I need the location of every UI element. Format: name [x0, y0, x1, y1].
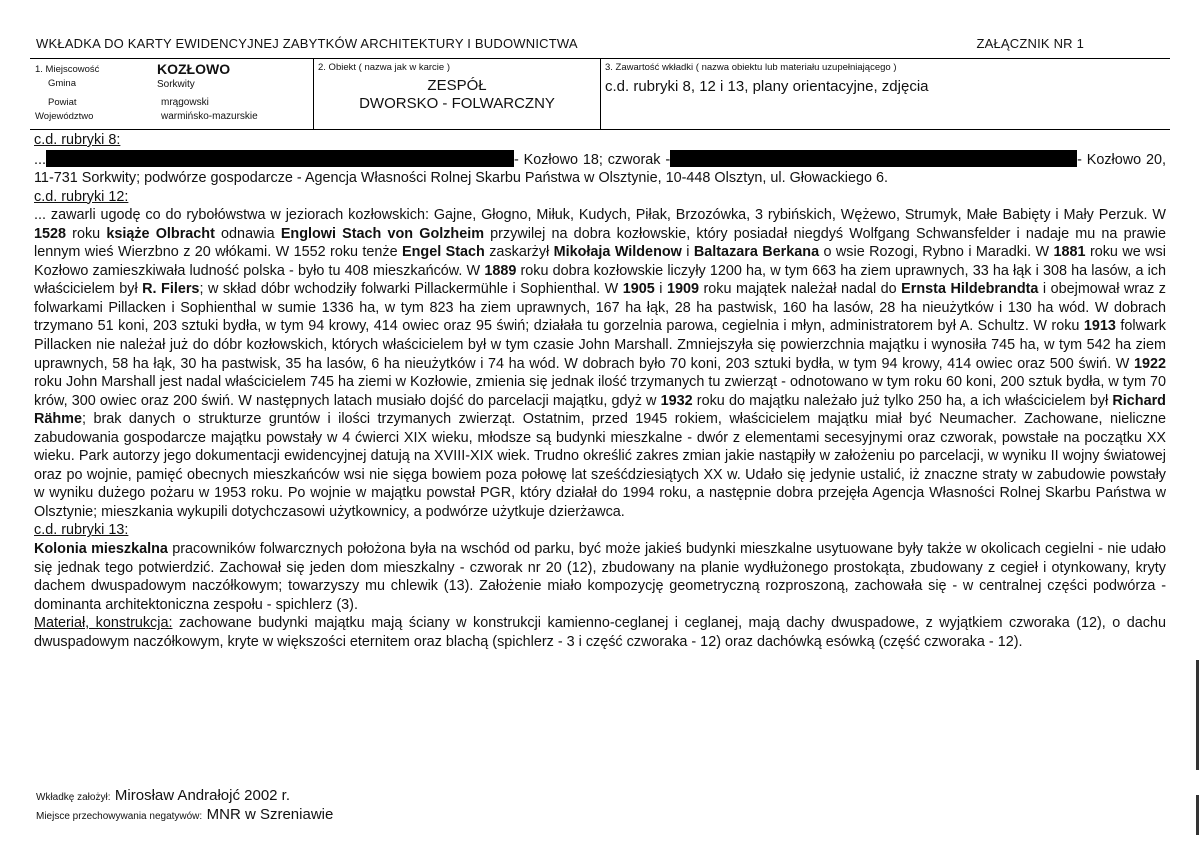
bold-run: Baltazara Berkana: [693, 244, 820, 261]
created-by-value: Mirosław Andrałojć 2002 r.: [114, 787, 291, 804]
bold-run: Ernsta Hildebrandta: [901, 281, 1039, 298]
section-8: [34, 131, 1166, 188]
text-run: roku we wsi Kozłowo zamieszkiwała ludność polska - było tu 408 mieszkańców. W: [34, 244, 1166, 279]
contents-value: c.d. rubryki 8, 12 i 13, plany orientacyjne, zdjęcia: [605, 78, 929, 95]
text-run: o wsie Rozogi, Rybno i Maradki. W: [819, 244, 1054, 261]
object-label: 2. Obiekt ( nazwa jak w karcie ): [318, 62, 450, 73]
text-run: roku dobra kozłowskie liczyły 1200 ha, w tym 663 ha ziem uprawnych, 33 ha łąk i 308 ha lasów, a ich właścicielem był: [34, 262, 1166, 298]
section-8-text-2: - Kozłowo 20, 11-731 Sorkwity; podwórze gospodarcze - Agencja Własności Rolnej Skarbu Państwa w Olsztynie, 10-448 Olsztyn, ul. Głowackiego 6.: [34, 151, 1166, 187]
bold-run: Engel Stach: [402, 244, 485, 261]
section-8-text-1: - Kozłowo 18; czworak -: [514, 151, 671, 168]
text-run: folwark Pillacken nie należał już do dóbr kozłowskich, których właścicielem był w tym czasie John Marshall. Zmniejszyła się powierzchnia majątku i wynosiła 745 ha, w tym 542 ha ziem uprawnych, 58 ha łąk, 30 ha pastwisk, 35 ha lasów, 6 ha nieużytków i 74 ha wód. W dobrach było 70 koni, 203 sztuki bydła, w tym 94 krowy, 414 owiec oraz 500 świń. W: [34, 318, 1166, 372]
text-run: ; w skład dóbr wchodziły folwarki Pillackermühle i Sophienthal. W: [199, 281, 623, 298]
created-by-label: Wkładkę założył:: [36, 792, 111, 803]
text-run: roku: [66, 225, 107, 242]
county-label: Powiat: [48, 97, 77, 108]
section-13: [34, 521, 1166, 651]
attachment-number: ZAŁĄCZNIK NR 1: [976, 36, 1084, 51]
object-name-line1: ZESPÓŁ: [427, 77, 487, 94]
text-run: roku John Marshall jest nadal właścicielem 745 ha ziemi w Kozłowie, zmienia się jednak ilość trzymanych tu zwierząt - odnotowano w tym roku 60 koni, 200 sztuk bydła, w tym 70 krów, 300 owiec oraz 200 świń. W następnych latach musiało dojść do parcelacji majątku, gdyż w: [34, 374, 1166, 409]
metadata-table: [30, 58, 1170, 130]
form-title: WKŁADKA DO KARTY EWIDENCYJNEJ ZABYTKÓW ARCHITEKTURY I BUDOWNICTWA: [36, 36, 578, 51]
bold-run: 1881: [1053, 244, 1086, 261]
bold-run: 1889: [484, 262, 517, 279]
redaction-bar: [670, 150, 1077, 167]
negatives-storage-label: Miejsce przechowywania negatywów:: [36, 811, 203, 822]
section-12: [34, 188, 1166, 522]
location-cell: [30, 59, 314, 129]
bold-run: Kolonia mieszkalna: [34, 541, 168, 558]
text-run: zaskarżył: [484, 244, 554, 261]
bold-run: Mikołaja Wildenow: [553, 244, 682, 261]
bold-run: R. Filers: [142, 281, 200, 298]
commune-label: Gmina: [48, 78, 76, 89]
section-13-label: c.d. rubryki 13:: [34, 522, 129, 539]
bold-run: 1932: [660, 392, 693, 409]
place-value: KOZŁOWO: [157, 61, 231, 77]
document-body: [34, 131, 1166, 651]
text-run: ; brak danych o strukturze gruntów i ilości trzymanych zwierząt. Ostatnim, przed 1945 rokiem, właścicielem majątku miał być Neumacher. Zachowane, nieliczne zabudowania gospodarcze majątku powstały w 4 ćwierci XIX wieku, młodsze są budynki mieszkalne - dwór z elementami secesyjnymi oraz czworak, powstałe na początku XX wieku. Park autorzy jego dokumentacji ewidencyjnej datują na XVIII-XIX wiek. Trudno określić zakres zmian jakie nastąpiły w założeniu po parcelacji, w wyniku II wojny światowej oraz po wojnie, pamięć obecnych mieszkańców wsi nie sięga bowiem poza połowę lat sześćdziesiątych XX w. Udało się jedynie ustalić, iż znaczne straty w zabudowie powstały w wyniku dużego pożaru w 1953 roku. Po wojnie w majątku powstał PGR, który działał do 1994 roku, a następnie dobra przejęła Agencja Własności Rolnej Skarbu Państwa w Olsztynie; mieszkania wykupili dotychczasowi użytkownicy, a podwórze użytkuje dzierżawca.: [34, 411, 1166, 520]
text-run: odnawia: [214, 225, 281, 242]
bold-run: 1905: [622, 281, 655, 298]
section-8-lead: ...: [34, 151, 46, 168]
bold-run: 1528: [34, 225, 67, 242]
bold-run: 1922: [1133, 355, 1166, 372]
created-by: [36, 787, 290, 805]
section-12-label: c.d. rubryki 12:: [34, 188, 129, 205]
section-8-label: c.d. rubryki 8:: [34, 132, 121, 148]
commune-value: Sorkwity: [157, 79, 195, 90]
object-cell: [314, 59, 601, 129]
material-label: Materiał, konstrukcja:: [34, 615, 173, 632]
bold-run: Englowi Stach von Golzheim: [280, 225, 485, 242]
redaction-bar: [46, 150, 514, 167]
place-label: 1. Miejscowość: [35, 64, 100, 75]
object-name-line2: DWORSKO - FOLWARCZNY: [359, 95, 555, 112]
contents-cell: [601, 59, 1170, 129]
county-value: mrągowski: [161, 97, 209, 108]
text-run: i: [654, 281, 667, 298]
text-run: i: [681, 244, 694, 261]
negatives-storage-value: MNR w Szreniawie: [206, 806, 334, 823]
text-run: pracowników folwarcznych położona była na wschód od parku, być może jakieś budynki mieszkalne usytuowane były także w okolicach cegielni - nie udało się jednak tego potwierdzić. Zachował się jeden dom mieszkalny - czworak nr 20 (12), zbudowany na planie wydłużonego prostokąta, zbudowany z cegieł i otynkowany, kryty dachem dwuspadowym naczółkowym; towarzyszy mu chlewik (13). Założenie miało kompozycję geometryczną rozproszoną, zachowała się - w centralnej części podwórza - dominanta architektoniczna zespołu - spichlerz (3).: [34, 541, 1167, 613]
bold-run: 1909: [666, 281, 699, 298]
bold-run: książe Olbracht: [106, 225, 215, 242]
text-run: i obejmował wraz z folwarkami Pillacken i Sophienthal w sumie 1336 ha, w tym 823 ha ziem uprawnych, 167 ha łąk, 28 ha pastwisk, 160 ha lasów, 28 ha nieużytków i 130 ha wód. W dobrach trzymano 51 koni, 203 sztuki bydła, w tym 94 krowy, 414 owiec oraz 95 świń; działała tu gorzelnia parowa, cegielnia i młyn, administratorem był A. Schultz. W roku: [34, 281, 1166, 335]
text-run: przywilej na dobra kozłowskie, który posiadał niegdyś Wolfgang Schwansfelder i nadaje mu na prawie lennym wieś Wierzbno z 20 włókami. W 1552 roku tenże: [34, 225, 1166, 261]
bold-run: Richard Rähme: [34, 392, 1166, 428]
voivodeship-value: warmińsko-mazurskie: [161, 111, 258, 122]
text-run: roku majątek należał nadal do: [698, 281, 902, 298]
contents-label: 3. Zawartość wkładki ( nazwa obiektu lub materiału uzupełniającego ): [605, 62, 897, 73]
voivodeship-label: Województwo: [35, 111, 94, 122]
bold-run: 1913: [1083, 318, 1116, 335]
negatives-storage: [36, 806, 333, 824]
text-run: ... zawarli ugodę co do rybołówstwa w jeziorach kozłowskich: Gajne, Głogno, Miłuk, Kudych, Piłak, Brzozówka, 3 rybińskich, Wężewo, Strumyk, Małe Babięty i Mały Perzuk. W: [34, 207, 1166, 224]
text-run: roku do majątku należało już tylko 250 ha, a ich właścicielem był: [692, 392, 1113, 409]
material-text: zachowane budynki majątku mają ściany w konstrukcji kamienno-ceglanej i ceglanej, mają dachy dwuspadowe, z wyjątkiem czworaka (12), o dachu dwuspadowym naczółkowym, kryte w większości eternitem oraz blachą (spichlerz - 3 i część czworaka - 12) oraz dachówką esówką (część czworaka - 12).: [34, 615, 1166, 650]
